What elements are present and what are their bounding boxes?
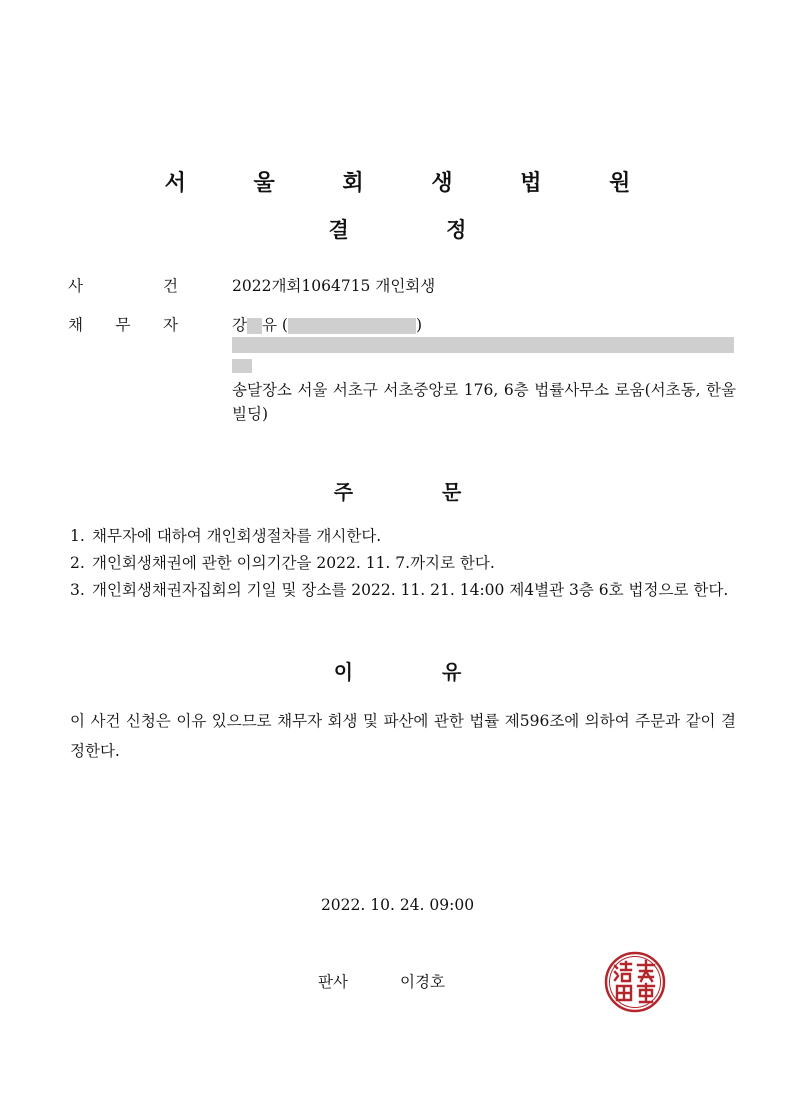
judge-seal-icon [603, 950, 667, 1014]
redacted-address [232, 337, 734, 373]
order-item: 2. 개인회생채권에 관한 이의기간을 2022. 11. 7.까지로 한다. [70, 554, 495, 572]
document-title: 결 정 [328, 218, 467, 242]
order-item: 3. 개인회생채권자집회의 기일 및 장소를 2022. 11. 21. 14:00 제4별관 3층 6호 법정으로 한다. [70, 581, 729, 599]
case-label: 사 건 [68, 277, 178, 295]
order-heading: 주 문 [333, 480, 462, 504]
redacted-address-tail [232, 359, 252, 373]
debtor-name: 강 유 ( ) [232, 316, 423, 334]
court-name: 서 울 회 생 법 원 [164, 171, 661, 196]
redacted-address-line [232, 337, 734, 353]
service-address: 송달장소 서울 서초구 서초중앙로 176, 6층 법률사무소 로움(서초동, 한울빌딩) [232, 381, 736, 423]
redacted-name-char [247, 318, 262, 334]
case-number: 2022개회1064715 개인회생 [232, 277, 436, 295]
decision-date: 2022. 10. 24. 09:00 [320, 896, 475, 914]
order-item: 1. 채무자에 대하여 개인회생절차를 개시한다. [70, 527, 382, 545]
reason-text: 이 사건 신청은 이유 있으므로 채무자 회생 및 파산에 관한 법률 제596조에 의하여 주문과 같이 결정한다. [70, 712, 736, 760]
judge-title: 판사 [318, 973, 348, 991]
order-list [70, 524, 736, 605]
debtor-label: 채 무 자 [68, 316, 178, 334]
judge-name: 이경호 [400, 973, 445, 991]
reason-heading: 이 유 [333, 660, 462, 684]
redacted-id-number [288, 318, 416, 334]
